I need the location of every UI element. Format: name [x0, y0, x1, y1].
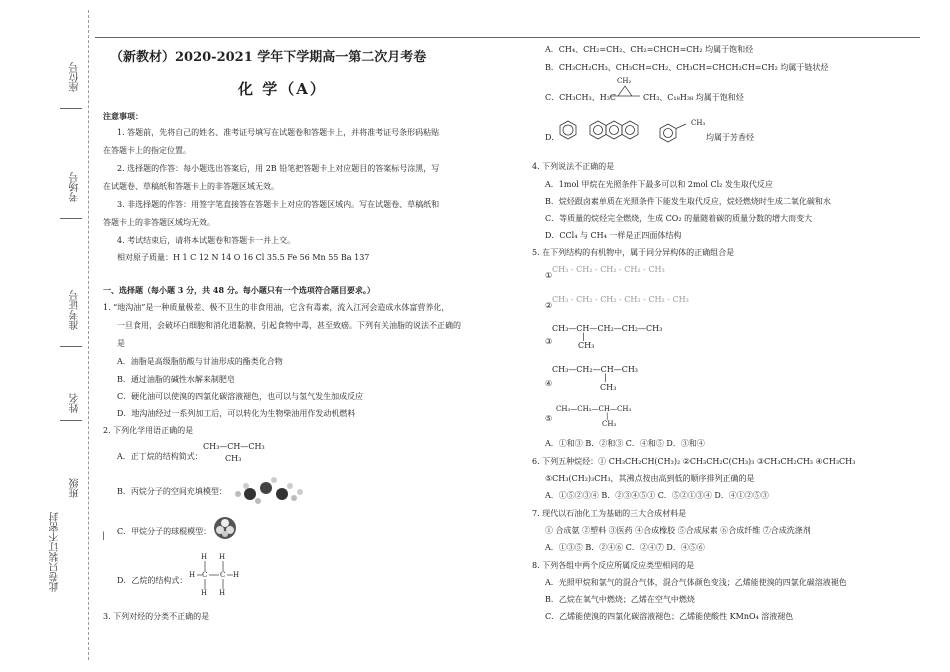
class-label: 班级 [70, 478, 81, 498]
room-label: 考场号 [70, 172, 81, 202]
notice-line: 在试题卷、草稿纸和答题卡上的非答题区域无效。 [103, 182, 279, 191]
q4-stem: 4. 下列说法不正确的是 [532, 162, 615, 171]
q2-option-d: D．乙烷的结构式： [117, 576, 188, 585]
q2-option-b: B．丙烷分子的空间充填模型： [117, 487, 227, 496]
q5-num-5: ⑤ [545, 414, 553, 423]
q3-option-a: A．CH₄、CH₂=CH₂、CH₂=CHCH=CH₂ 均属于饱和烃 [545, 45, 754, 54]
q8-option-b: B．乙烷在氧气中燃烧；乙烯在空气中燃烧 [545, 595, 695, 604]
q5-num-2: ② [545, 301, 553, 310]
q7-items: ① 合成氨 ②塑料 ③医药 ④合成橡胶 ⑤合成尿素 ⑥合成纤维 ⑦合成洗涤剂 [545, 526, 811, 535]
seat-underline [60, 108, 82, 109]
methane-ball-stick-model [212, 515, 238, 541]
atomic-mass: 相对原子质量：H 1 C 12 N 14 O 16 Cl 35.5 Fe 56 Mn 55 Ba 137 [117, 253, 370, 262]
ethane-h: H [189, 571, 196, 579]
propane-space-filling-model [228, 474, 318, 504]
q3-option-d-rest: 均属于芳香烃 [706, 133, 754, 142]
q5-branch-bar: | [606, 412, 609, 420]
binding-margin [0, 0, 92, 672]
q2-option-c: C．甲烷分子的球棍模型： [117, 527, 212, 536]
q1-option-b: B．通过油脂的碱性水解来制肥皂 [117, 375, 235, 384]
top-rule [95, 37, 920, 38]
ticket-label: 准考证号 [70, 290, 81, 330]
name-label: 姓名 [70, 393, 81, 413]
q5-stem: 5. 在下列结构的有机物中，属于同分异构体的正确组合是 [532, 248, 735, 257]
subject-title: 化 学（A） [238, 80, 327, 98]
q2-mark: | [102, 531, 105, 540]
seat-label: 座位号 [70, 62, 81, 92]
q1-option-a: A．油脂是高级脂肪酸与甘油形成的酯类化合物 [117, 357, 283, 366]
ethane-h: H [233, 571, 240, 579]
q4-option-d: D．CCl₄ 与 CH₄ 一样是正四面体结构 [545, 231, 682, 240]
exam-title: （新教材）2020-2021 学年下学期高一第二次月考卷 [110, 50, 427, 65]
q5-branch-bar: | [582, 332, 585, 341]
q5-structure-3: CH₃—CH—CH₂—CH₂—CH₃ [552, 324, 663, 333]
notice-line: 3. 非选择题的作答：用签字笔直接答在答题卡上对应的答题区域内。写在试题卷、草稿纸和 [117, 200, 440, 209]
q8-stem: 8. 下列各组中两个反应所属反应类型相同的是 [532, 561, 695, 570]
name-underline [60, 420, 82, 421]
q8-option-a: A．光照甲烷和氯气的混合气体，混合气体颜色变浅；乙烯能使溴的四氯化碳溶液褪色 [545, 578, 847, 587]
notice-line: 在答题卡上的指定位置。 [103, 146, 191, 155]
q6-stem-2: ⑤CH₃(CH₂)₃CH₃，其沸点按由高到低的顺序排列正确的是 [545, 474, 755, 483]
notice-line: 4. 考试结束后，请将本试题卷和答题卡一并上交。 [117, 236, 296, 245]
fold-line [88, 10, 89, 660]
q5-structure-5-branch: CH₃ [602, 420, 617, 428]
q4-option-b: B．烷烃跟卤素单质在光照条件下能发生取代反应，烷烃燃烧时生成二氧化碳和水 [545, 197, 831, 206]
q1-stem: 一旦食用，会破坏白细胞和消化道黏膜，引起食物中毒，甚至致癌。下列有关油脂的说法不正确的 [117, 321, 461, 330]
q3-option-b: B．CH₃CH₂CH₃、CH₃CH=CH₂、CH₃CH=CHCH₂CH=CH₂ 均属于链状烃 [545, 63, 829, 72]
seal-notice: 此卷只装订不密封 [50, 512, 61, 592]
q7-stem: 7. 现代以石油化工为基础的三大合成材料是 [532, 509, 687, 518]
q5-branch-bar: | [604, 373, 607, 382]
q6-stem: 6. 下列五种烷烃：① CH₃CH₂CH(CH₃)₂ ②CH₃CH₂C(CH₃)₃ ③CH₃CH₂CH₃ ④CH₃CH₃ [532, 457, 856, 466]
q5-structure-3-branch: CH₃ [578, 341, 595, 350]
q6-options: A．①⑤②③④ B．②③④⑤① C．⑤②①③④ D．④①②⑤③ [545, 491, 769, 500]
notice-heading: 注意事项： [103, 111, 143, 121]
q5-options: A．①和③ B．②和③ C．④和⑤ D．③和④ [545, 439, 705, 448]
q5-structure-1: CH₃ - CH₂ - CH₂ - CH₂ - CH₃ [552, 265, 665, 274]
q3-option-d: D． [545, 133, 560, 142]
q1-option-c: C．硬化油可以使溴的四氯化碳溶液褪色，也可以与氢气发生加成反应 [117, 392, 364, 401]
q2-stem: 2. 下列化学用语正确的是 [103, 426, 194, 435]
ticket-underline [60, 346, 82, 347]
q5-structure-2: CH₃ - CH₂ - CH₂ - CH₂ - CH₂ - CH₃ [552, 295, 689, 304]
q8-option-c: C．乙烯能使溴的四氯化碳溶液褪色；乙烯能使酸性 KMnO₄ 溶液褪色 [545, 612, 794, 621]
q5-structure-4-branch: CH₃ [600, 383, 617, 392]
q1-stem: 1. “地沟油”是一种质量极差、极不卫生的非食用油，它含有毒素，流入江河会造成水体富营养化， [103, 303, 450, 312]
ethane-h: H [201, 589, 208, 597]
section-heading: 一、选择题（每小题 3 分，共 48 分。每小题只有一个选项符合题目要求。） [103, 285, 375, 295]
q5-structure-5: CH₃—CH₂—CH—CH₃ [556, 405, 632, 413]
q4-option-c: C．等质量的烷烃完全燃烧，生成 CO₂ 的量随着碳的质量分数的增大而变大 [545, 214, 813, 223]
ethane-c: C [202, 571, 208, 579]
q5-num-1: ① [545, 271, 553, 280]
q3-stem: 3. 下列对烃的分类不正确的是 [103, 612, 210, 621]
notice-line: 2. 选择题的作答：每小题选出答案后，用 2B 铅笔把答题卡上对应题目的答案标号涂黑，写 [117, 164, 440, 173]
ethane-h: H [201, 553, 208, 561]
q3-d-methyl: CH₃ [691, 119, 706, 127]
q2-a-formula-branch: CH₃ [225, 454, 242, 463]
cyclopropane-ring [610, 84, 640, 98]
q2-a-formula-main: CH₃—CH—CH₃ [203, 442, 265, 451]
ethane-h: H [219, 553, 226, 561]
q2-option-a: A．正丁烷的结构简式： [117, 452, 203, 461]
ethane-h: H [219, 589, 226, 597]
q4-option-a: A．1mol 甲烷在光照条件下最多可以和 2mol Cl₂ 发生取代反应 [545, 180, 773, 189]
q5-num-4: ④ [545, 379, 553, 388]
aromatic-structures [558, 118, 698, 148]
room-underline [60, 218, 82, 219]
q3-option-c-rest: CH₃、C₁₈H₃₈ 均属于饱和烃 [643, 93, 744, 102]
q5-num-3: ③ [545, 337, 553, 346]
notice-line: 答题卡上的非答题区域均无效。 [103, 218, 215, 227]
q1-stem: 是 [117, 339, 125, 348]
q7-options: A．①③⑤ B．②④⑥ C．②④⑦ D．④⑤⑥ [545, 543, 705, 552]
q3-option-c: C．CH₃CH₃、H₃C [545, 93, 617, 102]
q5-structure-4: CH₃—CH₂—CH—CH₃ [552, 365, 639, 374]
notice-line: 1. 答题前，先将自己的姓名、准考证号填写在试题卷和答题卡上，并将准考证号条形码粘贴 [117, 128, 440, 137]
q3-c-ring-label: CH₂ [617, 77, 632, 85]
ethane-c: C [220, 571, 226, 579]
q1-option-d: D．地沟油经过一系列加工后，可以转化为生物柴油用作发动机燃料 [117, 409, 356, 418]
